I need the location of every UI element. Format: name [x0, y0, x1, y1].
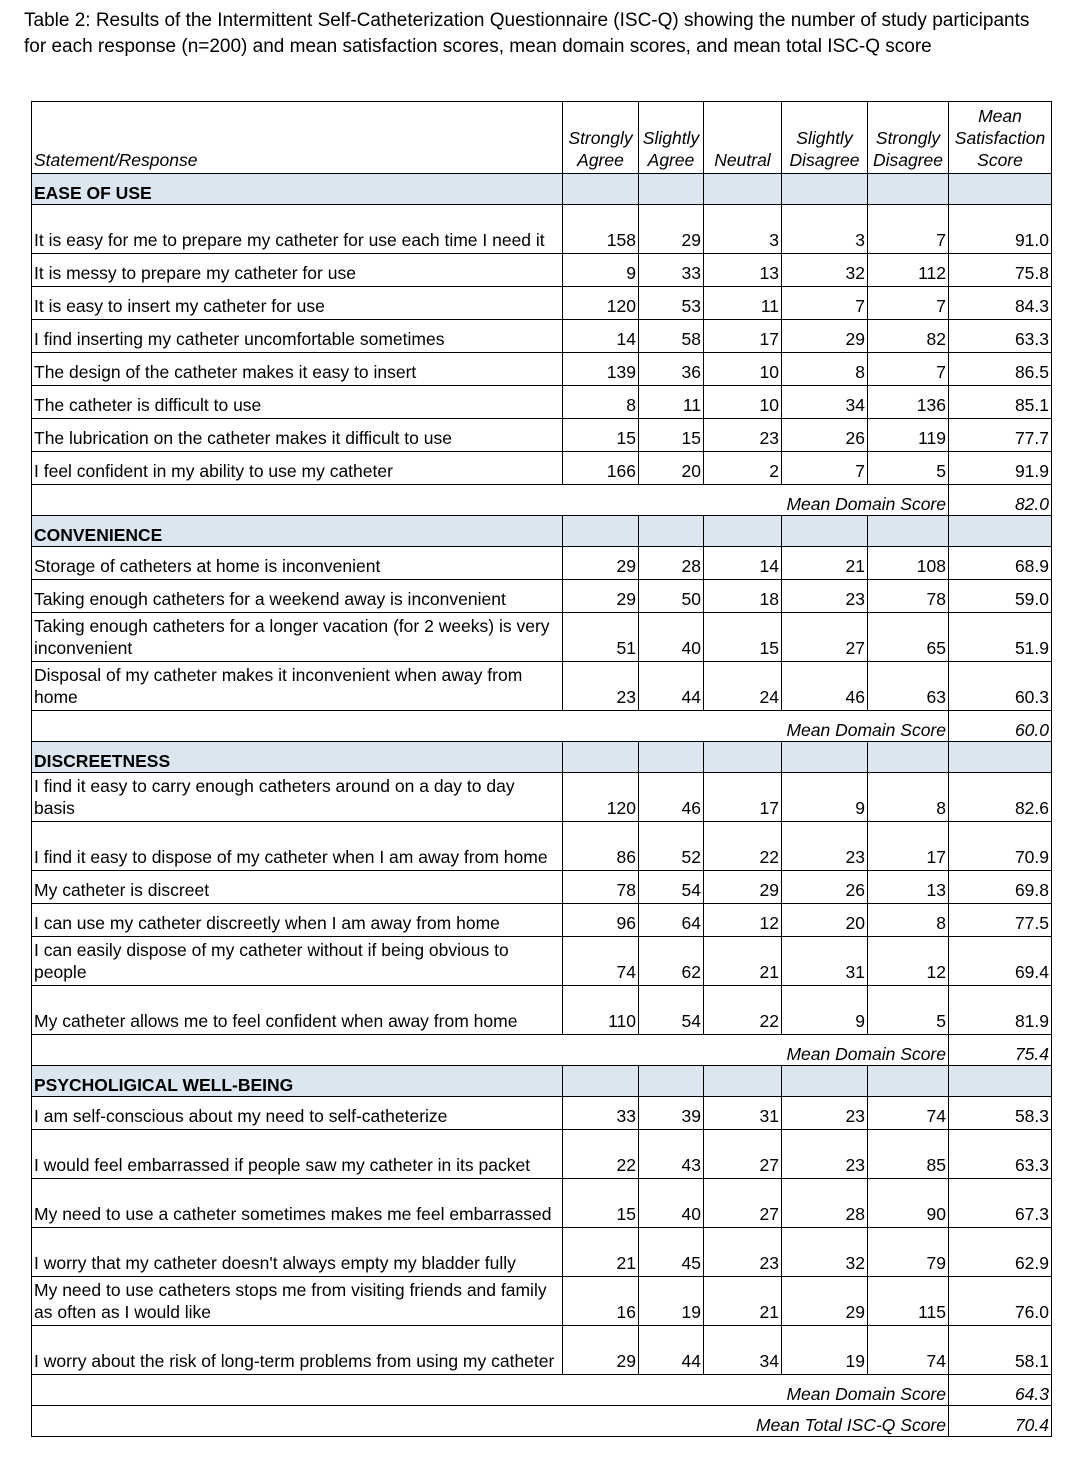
- response-count-cell: 51: [563, 613, 639, 662]
- table-row: [32, 613, 1052, 662]
- response-count-cell: 26: [782, 871, 868, 904]
- mean-domain-label: Mean Domain Score: [32, 1375, 949, 1406]
- mean-domain-label: Mean Domain Score: [32, 711, 949, 742]
- response-count-cell: 11: [704, 287, 782, 320]
- response-count-cell: 10: [704, 353, 782, 386]
- statement-cell: My catheter is discreet: [32, 871, 563, 904]
- response-count-cell: 31: [782, 937, 868, 986]
- header-slightly-agree: Slightly Agree: [639, 102, 704, 174]
- response-count-cell: 53: [639, 287, 704, 320]
- table-row: [32, 452, 1052, 485]
- table-row: [32, 662, 1052, 711]
- response-count-cell: 74: [563, 937, 639, 986]
- response-count-cell: 15: [639, 419, 704, 452]
- statement-cell: My need to use catheters stops me from visiting friends and family as often as I would like: [32, 1277, 563, 1326]
- response-count-cell: 20: [639, 452, 704, 485]
- response-count-cell: 19: [639, 1277, 704, 1326]
- statement-cell: I would feel embarrassed if people saw my catheter in its packet: [32, 1130, 563, 1179]
- response-count-cell: 74: [868, 1326, 949, 1375]
- table-row: [32, 937, 1052, 986]
- section-empty-cell: [639, 516, 704, 547]
- response-count-cell: 15: [563, 419, 639, 452]
- statement-cell: Disposal of my catheter makes it inconvenient when away from home: [32, 662, 563, 711]
- response-count-cell: 13: [868, 871, 949, 904]
- response-count-cell: 12: [868, 937, 949, 986]
- table-row: [32, 871, 1052, 904]
- response-count-cell: 82: [868, 320, 949, 353]
- section-empty-cell: [868, 1066, 949, 1097]
- response-count-cell: 20: [782, 904, 868, 937]
- mean-score-cell: 59.0: [949, 580, 1052, 613]
- mean-score-cell: 68.9: [949, 547, 1052, 580]
- table-body: [32, 174, 1052, 1406]
- mean-domain-label: Mean Domain Score: [32, 485, 949, 516]
- response-count-cell: 136: [868, 386, 949, 419]
- mean-score-cell: 62.9: [949, 1228, 1052, 1277]
- section-empty-cell: [868, 174, 949, 205]
- response-count-cell: 62: [639, 937, 704, 986]
- response-count-cell: 33: [639, 254, 704, 287]
- statement-cell: It is messy to prepare my catheter for use: [32, 254, 563, 287]
- section-empty-cell: [563, 1066, 639, 1097]
- response-count-cell: 119: [868, 419, 949, 452]
- statement-cell: The catheter is difficult to use: [32, 386, 563, 419]
- table-row: [32, 205, 1052, 254]
- table-caption: Table 2: Results of the Intermittent Self-Catheterization Questionnaire (ISC-Q) showing the number of study participants for each response (n=200) and mean satisfaction scores, mean domain scores, and mean total ISC-Q score: [24, 10, 1030, 57]
- response-count-cell: 23: [704, 419, 782, 452]
- statement-cell: My need to use a catheter sometimes makes me feel embarrassed: [32, 1179, 563, 1228]
- statement-cell: I find it easy to carry enough catheters around on a day to day basis: [32, 773, 563, 822]
- mean-score-cell: 63.3: [949, 320, 1052, 353]
- mean-domain-row: [32, 1375, 1052, 1406]
- mean-score-cell: 63.3: [949, 1130, 1052, 1179]
- section-header-row: [32, 1066, 1052, 1097]
- mean-score-cell: 70.9: [949, 822, 1052, 871]
- response-count-cell: 29: [782, 320, 868, 353]
- response-count-cell: 8: [868, 904, 949, 937]
- table-row: [32, 1097, 1052, 1130]
- section-empty-cell: [704, 1066, 782, 1097]
- response-count-cell: 14: [563, 320, 639, 353]
- statement-cell: It is easy for me to prepare my catheter for use each time I need it: [32, 205, 563, 254]
- response-count-cell: 22: [563, 1130, 639, 1179]
- section-empty-cell: [949, 1066, 1052, 1097]
- statement-cell: My catheter allows me to feel confident when away from home: [32, 986, 563, 1035]
- mean-score-cell: 51.9: [949, 613, 1052, 662]
- response-count-cell: 34: [782, 386, 868, 419]
- response-count-cell: 26: [782, 419, 868, 452]
- response-count-cell: 54: [639, 871, 704, 904]
- response-count-cell: 45: [639, 1228, 704, 1277]
- response-count-cell: 96: [563, 904, 639, 937]
- response-count-cell: 46: [782, 662, 868, 711]
- section-empty-cell: [704, 516, 782, 547]
- section-title: DISCREETNESS: [32, 742, 563, 773]
- mean-score-cell: 69.4: [949, 937, 1052, 986]
- response-count-cell: 15: [704, 613, 782, 662]
- section-empty-cell: [639, 742, 704, 773]
- section-empty-cell: [563, 516, 639, 547]
- response-count-cell: 90: [868, 1179, 949, 1228]
- response-count-cell: 40: [639, 1179, 704, 1228]
- mean-score-cell: 85.1: [949, 386, 1052, 419]
- section-empty-cell: [563, 742, 639, 773]
- section-empty-cell: [868, 516, 949, 547]
- header-mean-score: Mean Satisfaction Score: [949, 102, 1052, 174]
- response-count-cell: 43: [639, 1130, 704, 1179]
- response-count-cell: 86: [563, 822, 639, 871]
- mean-domain-value: 82.0: [949, 485, 1052, 516]
- response-count-cell: 21: [563, 1228, 639, 1277]
- response-count-cell: 28: [782, 1179, 868, 1228]
- section-title: PSYCHOLIGICAL WELL-BEING: [32, 1066, 563, 1097]
- section-title: EASE OF USE: [32, 174, 563, 205]
- response-count-cell: 120: [563, 773, 639, 822]
- response-count-cell: 17: [704, 773, 782, 822]
- mean-score-cell: 60.3: [949, 662, 1052, 711]
- response-count-cell: 8: [782, 353, 868, 386]
- section-empty-cell: [782, 516, 868, 547]
- table-row: [32, 386, 1052, 419]
- response-count-cell: 28: [639, 547, 704, 580]
- response-count-cell: 17: [868, 822, 949, 871]
- response-count-cell: 17: [704, 320, 782, 353]
- table-row: [32, 1228, 1052, 1277]
- response-count-cell: 115: [868, 1277, 949, 1326]
- response-count-cell: 2: [704, 452, 782, 485]
- mean-score-cell: 58.3: [949, 1097, 1052, 1130]
- response-count-cell: 158: [563, 205, 639, 254]
- response-count-cell: 44: [639, 662, 704, 711]
- response-count-cell: 16: [563, 1277, 639, 1326]
- response-count-cell: 33: [563, 1097, 639, 1130]
- response-count-cell: 9: [782, 986, 868, 1035]
- table-row: [32, 1130, 1052, 1179]
- section-empty-cell: [639, 1066, 704, 1097]
- section-empty-cell: [704, 742, 782, 773]
- response-count-cell: 78: [868, 580, 949, 613]
- section-empty-cell: [782, 1066, 868, 1097]
- response-count-cell: 7: [868, 205, 949, 254]
- response-count-cell: 31: [704, 1097, 782, 1130]
- mean-score-cell: 91.0: [949, 205, 1052, 254]
- response-count-cell: 21: [704, 1277, 782, 1326]
- mean-score-cell: 67.3: [949, 1179, 1052, 1228]
- response-count-cell: 15: [563, 1179, 639, 1228]
- mean-score-cell: 75.8: [949, 254, 1052, 287]
- response-count-cell: 85: [868, 1130, 949, 1179]
- response-count-cell: 108: [868, 547, 949, 580]
- table-row: [32, 320, 1052, 353]
- mean-score-cell: 81.9: [949, 986, 1052, 1035]
- response-count-cell: 7: [782, 287, 868, 320]
- response-count-cell: 23: [782, 822, 868, 871]
- statement-cell: I feel confident in my ability to use my catheter: [32, 452, 563, 485]
- statement-cell: I worry that my catheter doesn't always empty my bladder fully: [32, 1228, 563, 1277]
- response-count-cell: 34: [704, 1326, 782, 1375]
- response-count-cell: 40: [639, 613, 704, 662]
- statement-cell: It is easy to insert my catheter for use: [32, 287, 563, 320]
- response-count-cell: 3: [782, 205, 868, 254]
- response-count-cell: 50: [639, 580, 704, 613]
- table-row: [32, 1326, 1052, 1375]
- response-count-cell: 64: [639, 904, 704, 937]
- response-count-cell: 5: [868, 452, 949, 485]
- mean-score-cell: 58.1: [949, 1326, 1052, 1375]
- mean-domain-row: [32, 711, 1052, 742]
- response-count-cell: 24: [704, 662, 782, 711]
- table-row: [32, 353, 1052, 386]
- statement-cell: The lubrication on the catheter makes it difficult to use: [32, 419, 563, 452]
- header-strongly-agree: Strongly Agree: [563, 102, 639, 174]
- response-count-cell: 29: [563, 580, 639, 613]
- response-count-cell: 32: [782, 254, 868, 287]
- response-count-cell: 5: [868, 986, 949, 1035]
- section-empty-cell: [949, 174, 1052, 205]
- header-statement: Statement/Response: [32, 102, 563, 174]
- response-count-cell: 3: [704, 205, 782, 254]
- mean-domain-label: Mean Domain Score: [32, 1035, 949, 1066]
- mean-domain-row: [32, 485, 1052, 516]
- table-row: [32, 986, 1052, 1035]
- section-empty-cell: [949, 742, 1052, 773]
- response-count-cell: 13: [704, 254, 782, 287]
- response-count-cell: 27: [704, 1130, 782, 1179]
- mean-domain-row: [32, 1035, 1052, 1066]
- response-count-cell: 21: [782, 547, 868, 580]
- table-row: [32, 287, 1052, 320]
- statement-cell: I worry about the risk of long-term problems from using my catheter: [32, 1326, 563, 1375]
- response-count-cell: 23: [563, 662, 639, 711]
- response-count-cell: 8: [868, 773, 949, 822]
- table-row: [32, 419, 1052, 452]
- table-row: [32, 1179, 1052, 1228]
- section-empty-cell: [782, 174, 868, 205]
- response-count-cell: 19: [782, 1326, 868, 1375]
- response-count-cell: 29: [704, 871, 782, 904]
- response-count-cell: 23: [704, 1228, 782, 1277]
- response-count-cell: 11: [639, 386, 704, 419]
- response-count-cell: 12: [704, 904, 782, 937]
- mean-score-cell: 77.7: [949, 419, 1052, 452]
- response-count-cell: 29: [782, 1277, 868, 1326]
- response-count-cell: 120: [563, 287, 639, 320]
- response-count-cell: 7: [868, 287, 949, 320]
- table-row: [32, 773, 1052, 822]
- header-strongly-disagree: Strongly Disagree: [868, 102, 949, 174]
- total-value: 70.4: [949, 1406, 1052, 1437]
- response-count-cell: 23: [782, 1130, 868, 1179]
- statement-cell: The design of the catheter makes it easy to insert: [32, 353, 563, 386]
- response-count-cell: 23: [782, 1097, 868, 1130]
- header-row: [32, 102, 1052, 174]
- response-count-cell: 9: [563, 254, 639, 287]
- response-count-cell: 23: [782, 580, 868, 613]
- response-count-cell: 52: [639, 822, 704, 871]
- response-count-cell: 22: [704, 986, 782, 1035]
- mean-score-cell: 77.5: [949, 904, 1052, 937]
- response-count-cell: 79: [868, 1228, 949, 1277]
- section-empty-cell: [782, 742, 868, 773]
- response-count-cell: 27: [704, 1179, 782, 1228]
- response-count-cell: 65: [868, 613, 949, 662]
- response-count-cell: 7: [782, 452, 868, 485]
- response-count-cell: 74: [868, 1097, 949, 1130]
- table-row: [32, 822, 1052, 871]
- response-count-cell: 22: [704, 822, 782, 871]
- response-count-cell: 10: [704, 386, 782, 419]
- mean-domain-value: 60.0: [949, 711, 1052, 742]
- response-count-cell: 18: [704, 580, 782, 613]
- response-count-cell: 39: [639, 1097, 704, 1130]
- response-count-cell: 58: [639, 320, 704, 353]
- mean-score-cell: 84.3: [949, 287, 1052, 320]
- response-count-cell: 7: [868, 353, 949, 386]
- section-empty-cell: [704, 174, 782, 205]
- table-row: [32, 904, 1052, 937]
- mean-score-cell: 82.6: [949, 773, 1052, 822]
- response-count-cell: 63: [868, 662, 949, 711]
- response-count-cell: 54: [639, 986, 704, 1035]
- statement-cell: I am self-conscious about my need to self-catheterize: [32, 1097, 563, 1130]
- section-header-row: [32, 174, 1052, 205]
- response-count-cell: 29: [563, 1326, 639, 1375]
- total-row: [32, 1406, 1052, 1437]
- statement-cell: Storage of catheters at home is inconvenient: [32, 547, 563, 580]
- statement-cell: I find inserting my catheter uncomfortable sometimes: [32, 320, 563, 353]
- response-count-cell: 166: [563, 452, 639, 485]
- section-title: CONVENIENCE: [32, 516, 563, 547]
- section-empty-cell: [563, 174, 639, 205]
- statement-cell: I can use my catheter discreetly when I am away from home: [32, 904, 563, 937]
- mean-score-cell: 69.8: [949, 871, 1052, 904]
- section-empty-cell: [949, 516, 1052, 547]
- response-count-cell: 21: [704, 937, 782, 986]
- table-row: [32, 580, 1052, 613]
- response-count-cell: 9: [782, 773, 868, 822]
- statement-cell: I can easily dispose of my catheter without if being obvious to people: [32, 937, 563, 986]
- response-count-cell: 27: [782, 613, 868, 662]
- response-count-cell: 110: [563, 986, 639, 1035]
- table-row: [32, 254, 1052, 287]
- response-count-cell: 78: [563, 871, 639, 904]
- response-count-cell: 8: [563, 386, 639, 419]
- mean-score-cell: 86.5: [949, 353, 1052, 386]
- results-table: [31, 101, 1052, 1437]
- statement-cell: Taking enough catheters for a weekend away is inconvenient: [32, 580, 563, 613]
- response-count-cell: 29: [639, 205, 704, 254]
- section-empty-cell: [868, 742, 949, 773]
- section-header-row: [32, 516, 1052, 547]
- statement-cell: I find it easy to dispose of my catheter when I am away from home: [32, 822, 563, 871]
- table-row: [32, 1277, 1052, 1326]
- mean-domain-value: 75.4: [949, 1035, 1052, 1066]
- header-neutral: Neutral: [704, 102, 782, 174]
- response-count-cell: 36: [639, 353, 704, 386]
- statement-cell: Taking enough catheters for a longer vacation (for 2 weeks) is very inconvenient: [32, 613, 563, 662]
- total-label: Mean Total ISC-Q Score: [32, 1406, 949, 1437]
- mean-score-cell: 91.9: [949, 452, 1052, 485]
- header-slightly-disagree: Slightly Disagree: [782, 102, 868, 174]
- response-count-cell: 14: [704, 547, 782, 580]
- response-count-cell: 139: [563, 353, 639, 386]
- response-count-cell: 44: [639, 1326, 704, 1375]
- response-count-cell: 32: [782, 1228, 868, 1277]
- table-row: [32, 547, 1052, 580]
- response-count-cell: 112: [868, 254, 949, 287]
- mean-score-cell: 76.0: [949, 1277, 1052, 1326]
- mean-domain-value: 64.3: [949, 1375, 1052, 1406]
- section-empty-cell: [639, 174, 704, 205]
- section-header-row: [32, 742, 1052, 773]
- response-count-cell: 29: [563, 547, 639, 580]
- response-count-cell: 46: [639, 773, 704, 822]
